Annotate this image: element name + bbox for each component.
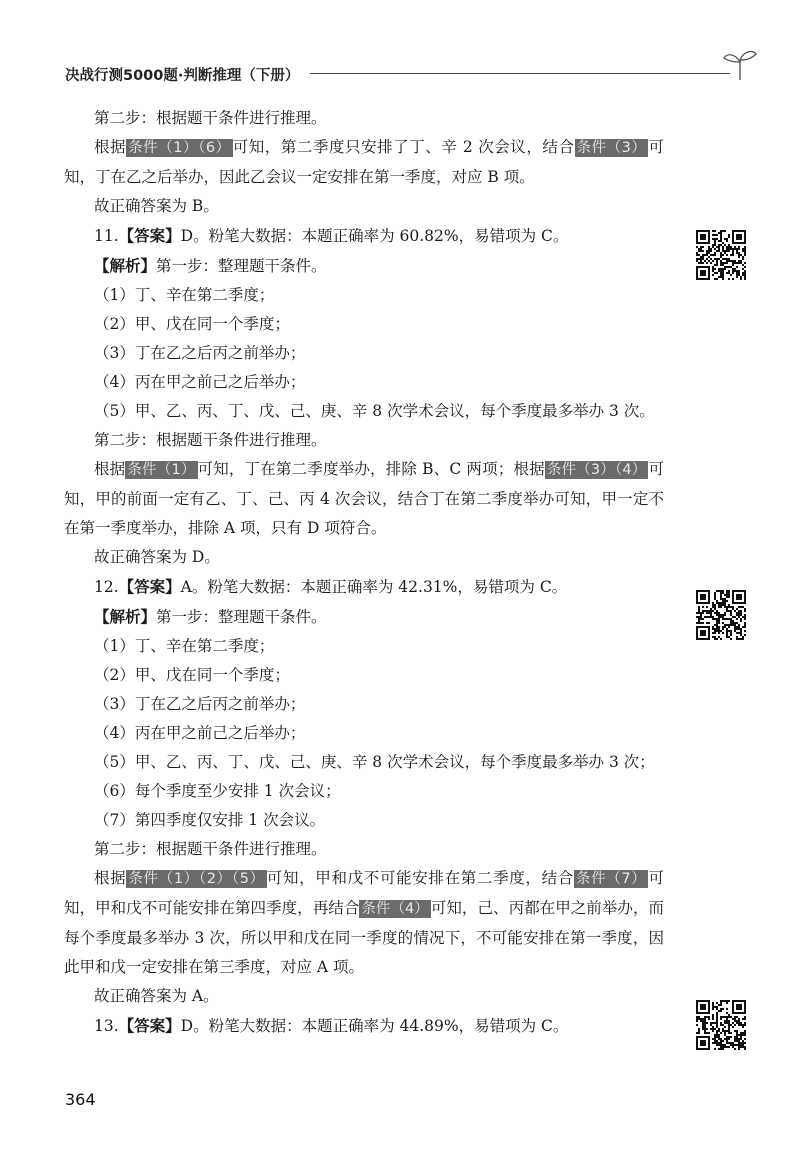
paragraph-text: 根据 (94, 460, 126, 478)
paragraph-text: 可知，甲和戊不可能安排在第二季度，结合 (266, 869, 574, 887)
text-line (64, 661, 664, 690)
question-number: 12. (94, 578, 119, 596)
analysis-text: 第一步：整理题干条件。 (156, 608, 327, 626)
answer-line (64, 1011, 664, 1041)
condition-highlight: 条件（1） (127, 462, 196, 478)
line-text: （4）丙在甲之前己之后举办； (94, 724, 306, 742)
answer-text: D。粉笔大数据：本题正确率为 60.82%，易错项为 C。 (180, 227, 569, 245)
qr-code-question-13[interactable] (696, 1000, 746, 1050)
line-text: （3）丁在乙之后丙之前举办； (94, 695, 306, 713)
line-text: （5）甲、乙、丙、丁、戊、己、庚、辛 8 次学术会议，每个季度最多举办 3 次。 (94, 402, 655, 420)
text-line (64, 632, 664, 661)
answer-tag: 【答案】 (118, 1016, 181, 1035)
line-text: （6）每个季度至少安排 1 次会议； (94, 782, 341, 800)
text-line (64, 748, 664, 777)
line-text: 第二步：根据题干条件进行推理。 (94, 840, 327, 858)
line-text: 故正确答案为 B。 (94, 197, 219, 215)
paragraph-text: 可知，丁在第二季度举办，排除 B、C 两项；根据 (197, 460, 545, 478)
text-line (64, 397, 664, 426)
text-line (64, 835, 664, 864)
line-text: （5）甲、乙、丙、丁、戊、己、庚、辛 8 次学术会议，每个季度最多举办 3 次； (94, 753, 655, 771)
answer-line (64, 221, 664, 251)
analysis-tag: 【解析】 (94, 256, 157, 275)
text-line (64, 426, 664, 455)
condition-highlight: 条件（7） (575, 871, 647, 887)
qr-code-question-11[interactable] (696, 230, 746, 280)
header-title: 决战行测5000题·判断推理（下册） (65, 68, 300, 84)
text-line (64, 281, 664, 310)
running-header (65, 48, 765, 82)
analysis-line (64, 602, 664, 632)
line-text: 故正确答案为 A。 (94, 987, 219, 1005)
text-line (64, 192, 664, 221)
line-text: 故正确答案为 D。 (94, 548, 220, 566)
paragraph-text: 可知，甲的前面一定有乙、丁、己、丙 4 次会议，结合丁在第二季度举办可知，甲一定不在第一季度举办，排除 A 项，只有 D 项符合。 (64, 460, 664, 537)
analysis-line (64, 251, 664, 281)
question-number: 13. (94, 1017, 119, 1035)
text-line (64, 982, 664, 1011)
reasoning-paragraph (64, 455, 664, 543)
answer-text: D。粉笔大数据：本题正确率为 44.89%，易错项为 C。 (180, 1017, 569, 1035)
line-text: （1）丁、辛在第二季度； (94, 637, 275, 655)
paragraph-text: 可知，第二季度只安排了丁、辛 2 次会议，结合 (232, 138, 575, 156)
line-text: 第二步：根据题干条件进行推理。 (94, 431, 327, 449)
analysis-tag: 【解析】 (94, 607, 157, 626)
condition-highlight: 条件（1）（2）（5） (128, 871, 265, 887)
answer-line (64, 572, 664, 602)
condition-highlight: 条件（4） (361, 901, 429, 917)
line-text: （3）丁在乙之后丙之前举办； (94, 344, 306, 362)
paragraph-text: 可知，丁在乙之后举办，因此乙会议一定安排在第一季度，对应 B 项。 (64, 138, 664, 186)
text-line (64, 104, 664, 133)
text-line (64, 690, 664, 719)
text-line (64, 806, 664, 835)
line-text: （7）第四季度仅安排 1 次会议。 (94, 811, 326, 829)
header-rule (310, 73, 730, 74)
paragraph-text: 根据 (94, 869, 127, 887)
answer-text: A。粉笔大数据：本题正确率为 42.31%，易错项为 C。 (180, 578, 568, 596)
text-line (64, 719, 664, 748)
condition-highlight: 条件（3） (576, 140, 647, 156)
answer-tag: 【答案】 (118, 226, 181, 245)
line-text: （2）甲、戊在同一个季度； (94, 315, 290, 333)
condition-highlight: 条件（1）（6） (128, 140, 231, 156)
question-number: 11. (94, 227, 119, 245)
paragraph-text: 可知，甲和戊不可能安排在第四季度，再结合 (64, 869, 664, 917)
text-line (64, 368, 664, 397)
qr-code-question-12[interactable] (696, 590, 746, 640)
text-line (64, 543, 664, 572)
page-body (64, 104, 664, 1041)
condition-highlight: 条件（3）（4） (546, 462, 647, 478)
line-text: （2）甲、戊在同一个季度； (94, 666, 290, 684)
analysis-text: 第一步：整理题干条件。 (156, 257, 327, 275)
line-text: （1）丁、辛在第二季度； (94, 286, 275, 304)
paragraph-text: 根据 (94, 138, 127, 156)
line-text: 第二步：根据题干条件进行推理。 (94, 109, 327, 127)
page-number: 364 (65, 1090, 96, 1109)
text-line (64, 310, 664, 339)
text-line (64, 339, 664, 368)
line-text: （4）丙在甲之前己之后举办； (94, 373, 306, 391)
sprout-icon (720, 48, 760, 82)
reasoning-paragraph (64, 133, 664, 192)
text-line (64, 777, 664, 806)
answer-tag: 【答案】 (118, 577, 181, 596)
reasoning-paragraph (64, 864, 664, 982)
paragraph-text: 可知，己、丙都在甲之前举办，而每个季度最多举办 3 次，所以甲和戊在同一季度的情况下，不可能安排在第一季度，因此甲和戊一定安排在第三季度，对应 A 项。 (64, 899, 664, 976)
